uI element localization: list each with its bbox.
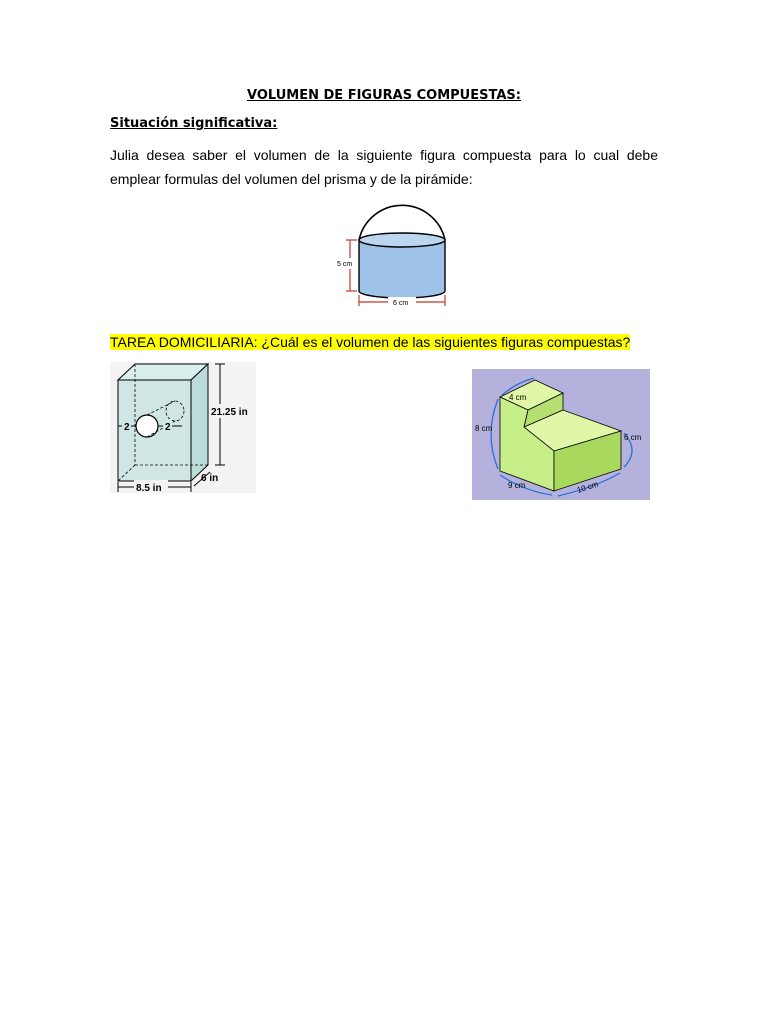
figure-prism-with-hole [110, 362, 256, 493]
bottom-left-label: 9 cm [508, 481, 526, 490]
height-label: 21.25 in [211, 407, 248, 418]
figure-l-shaped-block [472, 369, 650, 500]
hole-front [136, 415, 158, 437]
hole-left-label: 2 [124, 422, 130, 433]
cylinder-top [359, 233, 445, 247]
homework-task [110, 334, 630, 351]
depth-label: 6 in [201, 473, 219, 484]
right-label: 6 cm [624, 433, 642, 442]
height-label: 5 cm [337, 261, 353, 268]
bottom-right-label: 10 cm [575, 479, 600, 495]
width-label: 8.5 in [136, 483, 162, 493]
page-title: VOLUMEN DE FIGURAS COMPUESTAS: [247, 88, 521, 103]
homework-task-text: TAREA DOMICILIARIA: ¿Cuál es el volumen de las siguientes figuras compuestas? [110, 334, 631, 350]
problem-paragraph: Julia desea saber el volumen de la siguiente figura compuesta para lo cual debe emplear formulas del volumen del prisma y de la pirámide: [110, 147, 658, 187]
section-subtitle: Situación significativa: [110, 116, 278, 131]
left-label: 8 cm [475, 424, 493, 433]
width-label: 6 cm [393, 300, 409, 307]
cylinder-body [359, 240, 445, 298]
top-label: 4 cm [509, 393, 527, 402]
hole-right-label: 2 [165, 422, 171, 433]
figure-cylinder-hemisphere [335, 196, 450, 308]
